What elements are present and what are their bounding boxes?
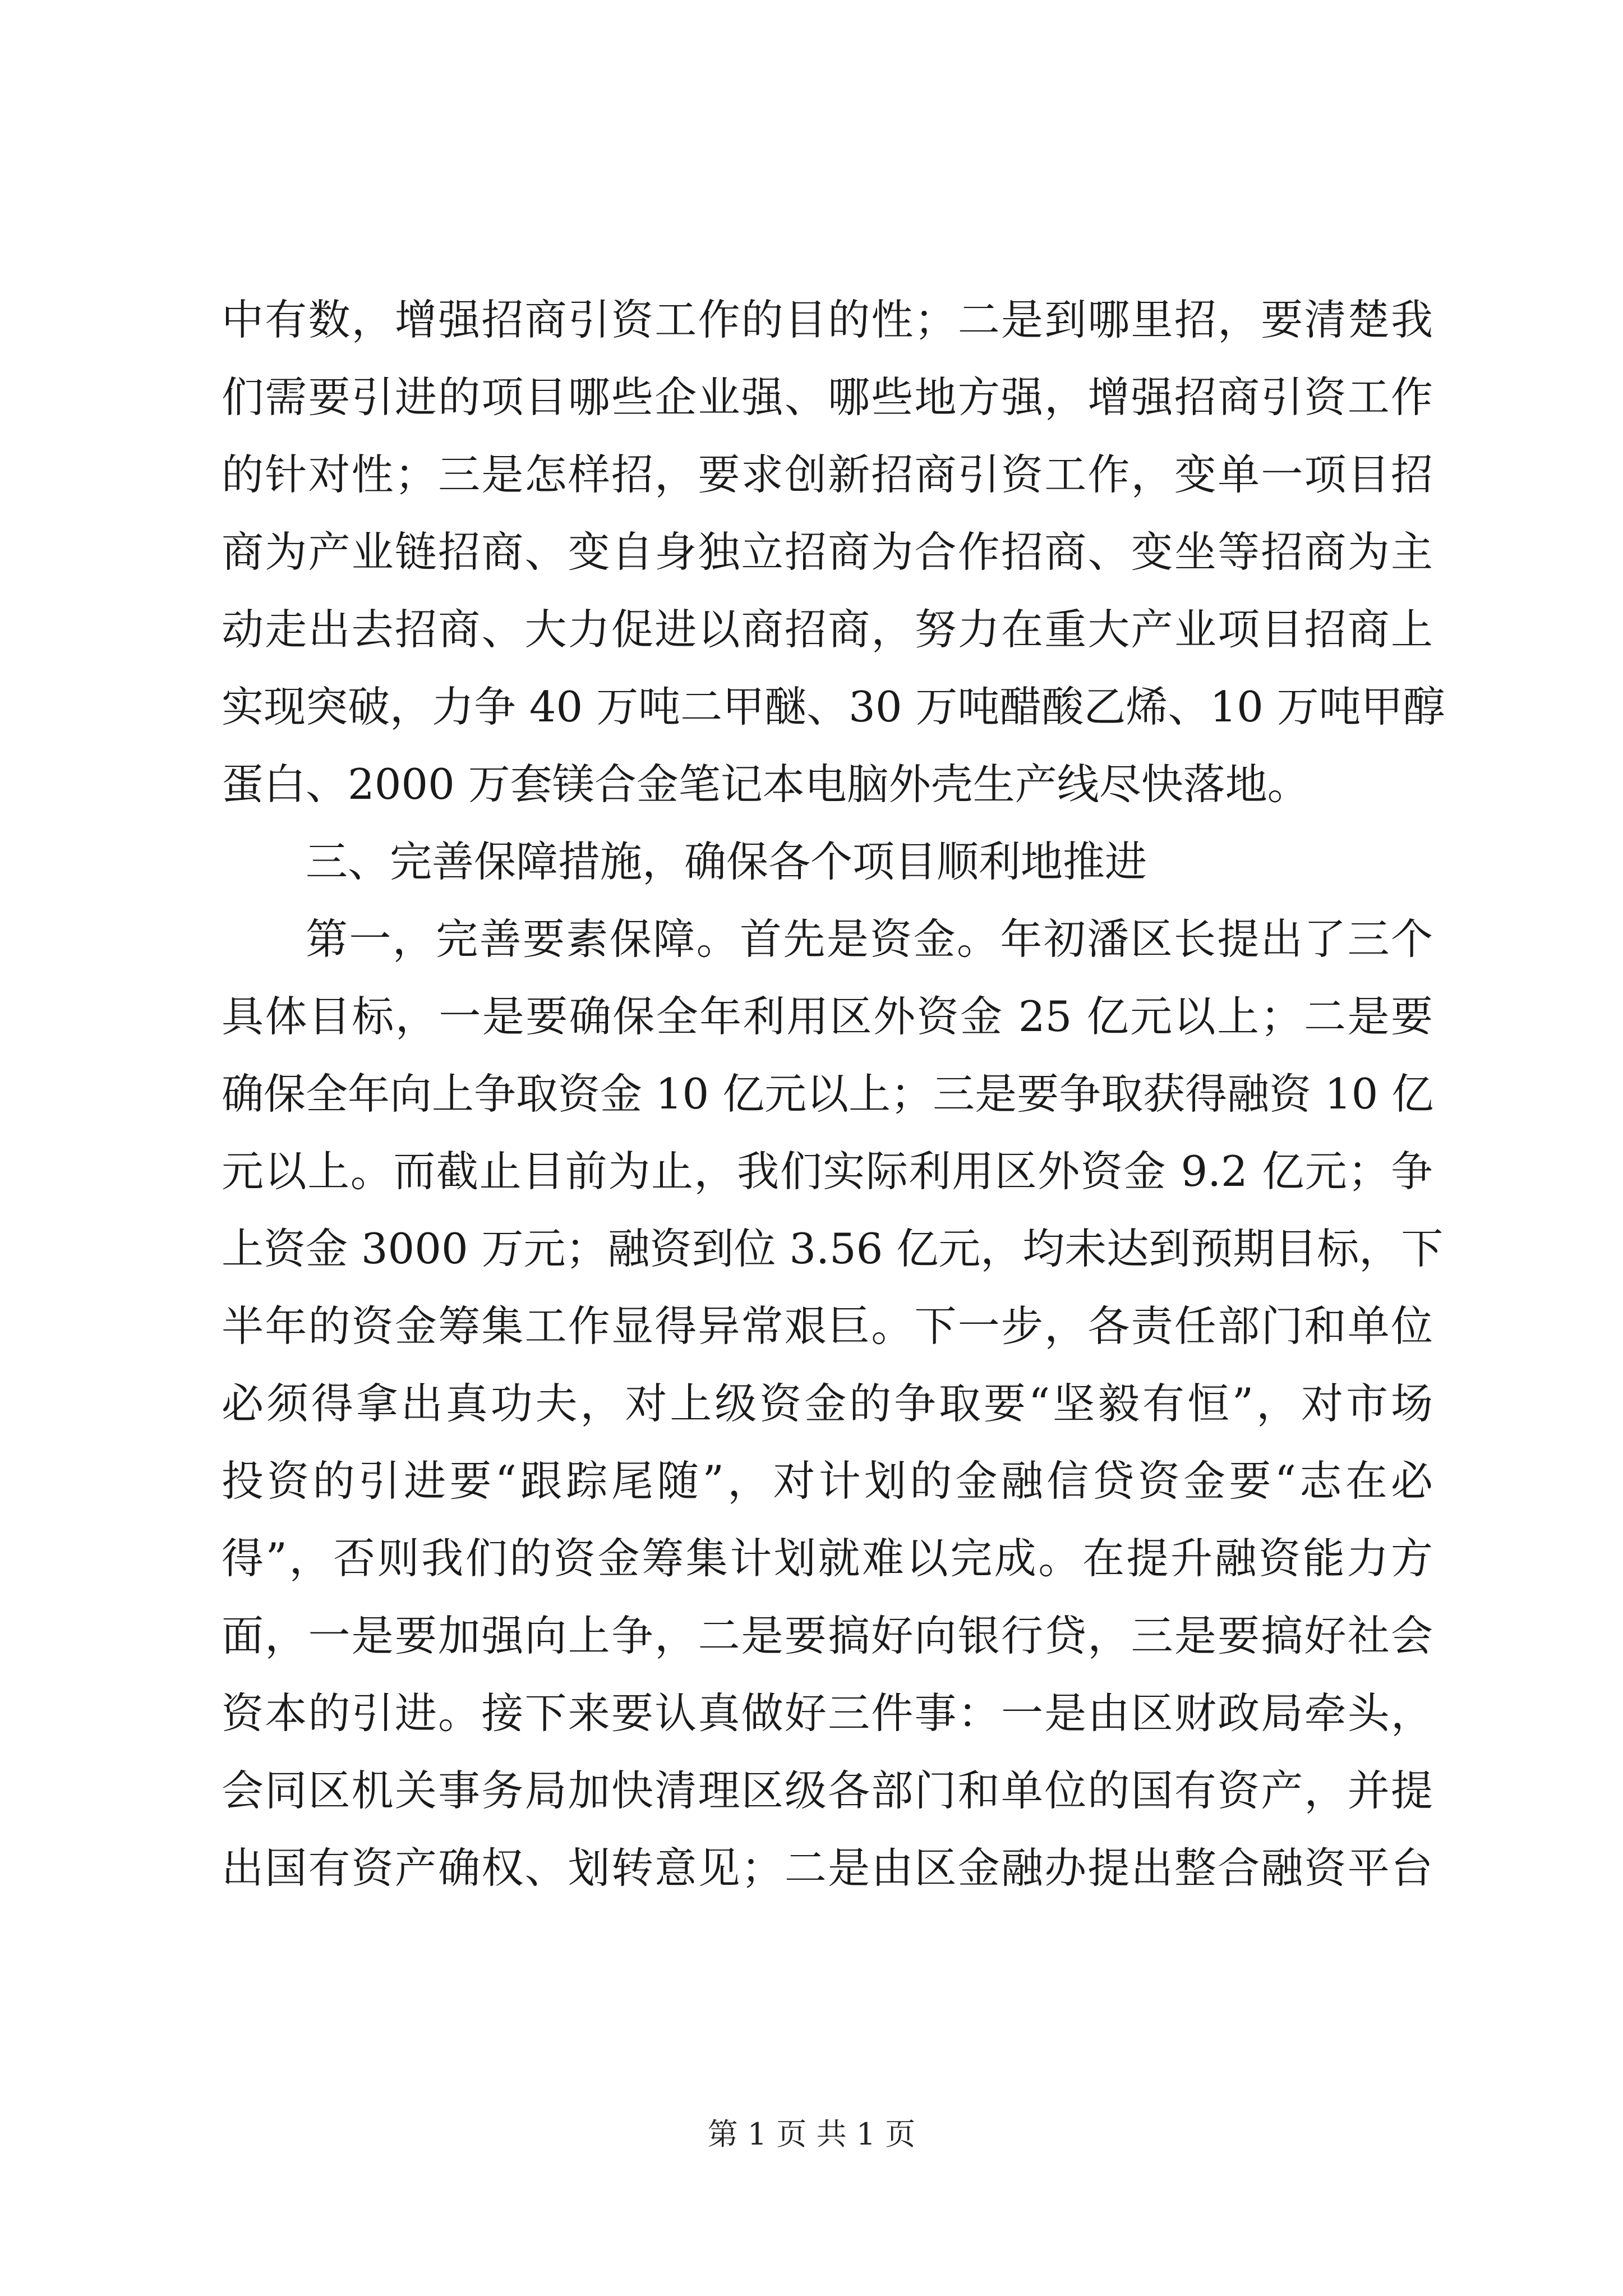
text-line-6: 实现突破，力争 40 万吨二甲醚、30 万吨醋酸乙烯、10 万吨甲醇 <box>222 682 1445 731</box>
section-heading: 三、完善保障措施，确保各个项目顺利地推进 <box>306 837 1147 886</box>
text-line-9: 第一，完善要素保障。首先是资金。年初潘区长提出了三个 <box>306 914 1433 964</box>
text-line-4: 商为产业链招商、变自身独立招商为合作招商、变坐等招商为主 <box>222 527 1433 577</box>
text-line-1: 中有数，增强招商引资工作的目的性；二是到哪里招，要清楚我 <box>222 295 1433 344</box>
text-line-16: 投资的引进要“跟踪尾随”，对计划的金融信贷资金要“志在必 <box>222 1456 1433 1506</box>
text-line-18: 面，一是要加强向上争，二是要搞好向银行贷，三是要搞好社会 <box>222 1611 1433 1660</box>
text-line-11: 确保全年向上争取资金 10 亿元以上；三是要争取获得融资 10 亿 <box>222 1069 1434 1119</box>
page-footer: 第 1 页 共 1 页 <box>707 2116 916 2152</box>
text-line-7: 蛋白、2000 万套镁合金笔记本电脑外壳生产线尽快落地。 <box>222 760 1310 809</box>
text-line-13: 上资金 3000 万元；融资到位 3.56 亿元，均未达到预期目标，下 <box>222 1224 1444 1273</box>
text-line-3: 的针对性；三是怎样招，要求创新招商引资工作，变单一项目招 <box>222 450 1433 499</box>
text-line-10: 具体目标，一是要确保全年利用区外资金 25 亿元以上；二是要 <box>222 992 1433 1041</box>
text-line-14: 半年的资金筹集工作显得异常艰巨。下一步，各责任部门和单位 <box>222 1301 1433 1351</box>
text-line-12: 元以上。而截止目前为止，我们实际利用区外资金 9.2 亿元；争 <box>222 1147 1433 1196</box>
text-line-2: 们需要引进的项目哪些企业强、哪些地方强，增强招商引资工作 <box>222 372 1433 422</box>
text-line-5: 动走出去招商、大力促进以商招商，努力在重大产业项目招商上 <box>222 605 1433 654</box>
text-line-19: 资本的引进。接下来要认真做好三件事：一是由区财政局牵头， <box>222 1688 1433 1738</box>
text-line-17: 得”，否则我们的资金筹集计划就难以完成。在提升融资能力方 <box>222 1534 1433 1583</box>
text-line-20: 会同区机关事务局加快清理区级各部门和单位的国有资产，并提 <box>222 1766 1433 1815</box>
text-line-21: 出国有资产确权、划转意见；二是由区金融办提出整合融资平台 <box>222 1843 1433 1893</box>
text-line-15: 必须得拿出真功夫，对上级资金的争取要“坚毅有恒”，对市场 <box>222 1379 1433 1428</box>
